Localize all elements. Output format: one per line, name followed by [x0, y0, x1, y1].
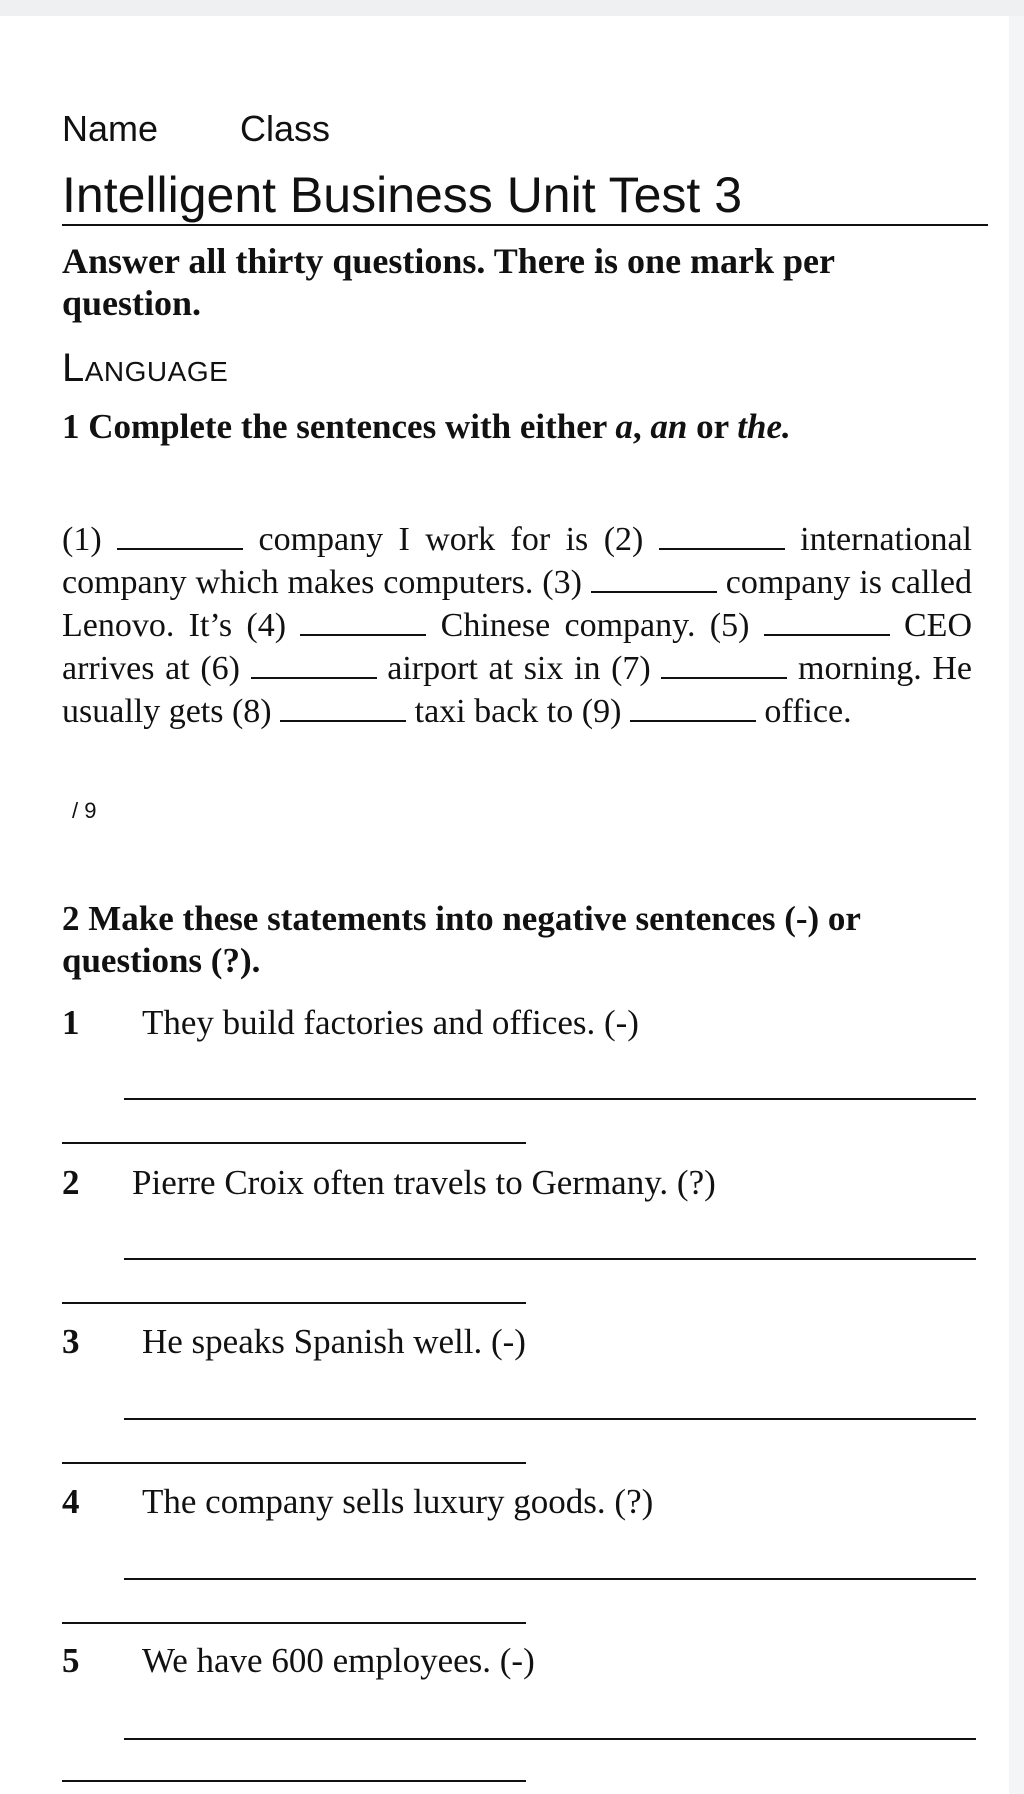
blank-6[interactable] [251, 647, 377, 679]
question-5 [62, 1640, 982, 1682]
answer-line-2b[interactable] [62, 1302, 526, 1304]
question-number: 4 [62, 1482, 80, 1521]
exercise-2-heading: 2 Make these statements into negative sentences (-) or questions (?). [62, 899, 861, 980]
answer-line-3a[interactable] [124, 1418, 976, 1420]
question-text: We have 600 employees. (-) [142, 1641, 535, 1680]
score-box: / 9 [72, 798, 97, 823]
option-the: the. [737, 407, 791, 446]
separator-or: or [687, 407, 738, 446]
answer-line-4a[interactable] [124, 1578, 976, 1580]
gap-text: international company which makes computers. (3) [62, 521, 972, 601]
answer-line-1a[interactable] [124, 1098, 976, 1100]
question-2 [62, 1162, 982, 1204]
option-an: an [650, 407, 688, 446]
exercise-1-heading-text: 1 Complete the sentences with either [62, 407, 616, 446]
question-number: 3 [62, 1322, 80, 1361]
blank-8[interactable] [280, 690, 406, 722]
blank-3[interactable] [591, 561, 717, 593]
question-text: They build factories and offices. (-) [142, 1003, 639, 1042]
gap-text: taxi back to (9) [406, 693, 630, 730]
option-a: a [615, 407, 633, 446]
name-label: Name [62, 108, 159, 149]
section-heading-language: Language [62, 346, 229, 390]
name-class-row [62, 108, 330, 150]
top-bar [0, 0, 1024, 16]
question-1 [62, 1002, 982, 1044]
blank-4[interactable] [300, 604, 426, 636]
exercise-1-heading [62, 406, 962, 448]
page-edge [1009, 16, 1024, 1794]
answer-line-3b[interactable] [62, 1462, 526, 1464]
answer-line-5b[interactable] [62, 1780, 526, 1782]
answer-line-5a[interactable] [124, 1738, 976, 1740]
class-label: Class [240, 108, 331, 149]
blank-9[interactable] [630, 690, 756, 722]
gap-text: office. [755, 693, 852, 730]
question-text: Pierre Croix often travels to Germany. (?) [132, 1163, 716, 1202]
answer-line-4b[interactable] [62, 1622, 526, 1624]
separator-comma: , [632, 407, 651, 446]
blank-2[interactable] [659, 518, 785, 550]
gap-text: morning. He usually gets (8) [62, 650, 973, 730]
question-number: 1 [62, 1003, 80, 1042]
question-number: 5 [62, 1641, 80, 1680]
blank-7[interactable] [661, 647, 787, 679]
gap-text: (1) [62, 521, 118, 558]
blank-5[interactable] [764, 604, 890, 636]
question-4 [62, 1481, 982, 1523]
question-text: The company sells luxury goods. (?) [142, 1482, 654, 1521]
gap-text: company is called Lenovo. It’s (4) [62, 564, 972, 644]
question-number: 2 [62, 1163, 80, 1202]
gap-text: company I work for is (2) [243, 521, 659, 558]
question-text: He speaks Spanish well. (-) [142, 1322, 526, 1361]
gap-fill-paragraph [62, 518, 972, 733]
answer-line-2a[interactable] [124, 1258, 976, 1260]
gap-text: Chinese company. (5) [426, 607, 764, 644]
question-3 [62, 1321, 982, 1363]
answer-line-1b[interactable] [62, 1142, 526, 1144]
instructions: Answer all thirty questions. There is one mark per question. [62, 241, 835, 323]
blank-1[interactable] [117, 518, 243, 550]
page-title: Intelligent Business Unit Test 3 [62, 166, 988, 226]
gap-text: CEO arrives at (6) [62, 607, 973, 687]
gap-text: airport at six in (7) [376, 650, 662, 687]
